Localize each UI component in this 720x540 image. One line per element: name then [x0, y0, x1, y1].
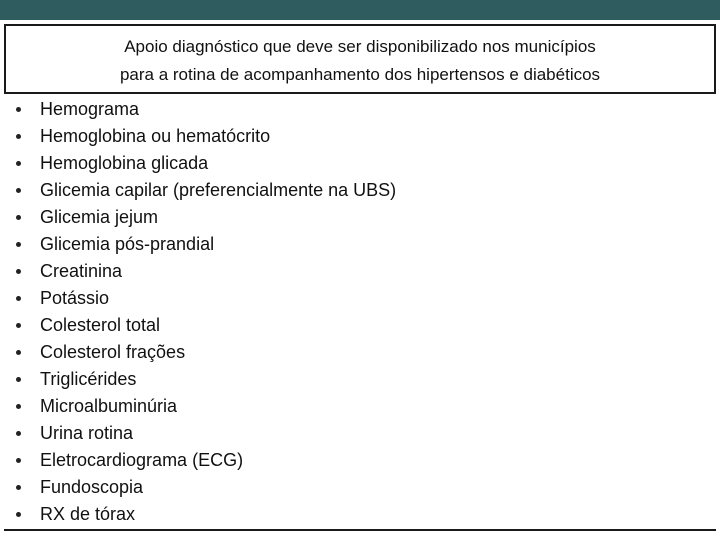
list-item-label: Creatinina	[40, 261, 123, 281]
list-item	[16, 96, 706, 123]
list-item-label: Triglicérides	[40, 369, 137, 389]
bullet-icon	[16, 431, 21, 436]
bullet-icon	[16, 242, 21, 247]
list-item-label: Eletrocardiograma (ECG)	[40, 450, 244, 470]
list-item-label: Hemoglobina ou hematócrito	[40, 126, 271, 146]
list-item-label: Fundoscopia	[40, 477, 144, 497]
bullet-icon	[16, 134, 21, 139]
list-item	[16, 339, 706, 366]
bullet-icon	[16, 512, 21, 517]
bullet-icon	[16, 161, 21, 166]
list-item-label: Colesterol frações	[40, 342, 186, 362]
list-item-label: Colesterol total	[40, 315, 161, 335]
list-item-label: RX de tórax	[40, 504, 136, 524]
title-line-2: para a rotina de acompanhamento dos hipertensos e diabéticos	[119, 65, 601, 84]
list-item-label: Glicemia pós-prandial	[40, 234, 215, 254]
list-item	[16, 447, 706, 474]
bullet-icon	[16, 188, 21, 193]
list-item	[16, 123, 706, 150]
title-line-1: Apoio diagnóstico que deve ser disponibilizado nos municípios	[124, 37, 596, 56]
list-item	[16, 204, 706, 231]
list-item-label: Glicemia jejum	[40, 207, 159, 227]
list-item-label: Potássio	[40, 288, 110, 308]
exam-list	[16, 96, 706, 528]
list-item	[16, 366, 706, 393]
list-item-label: Microalbuminúria	[40, 396, 178, 416]
list-item	[16, 312, 706, 339]
list-item	[16, 285, 706, 312]
list-item	[16, 501, 706, 528]
bullet-icon	[16, 350, 21, 355]
bullet-icon	[16, 269, 21, 274]
bullet-icon	[16, 377, 21, 382]
list-item-label: Urina rotina	[40, 423, 134, 443]
list-item	[16, 474, 706, 501]
bullet-icon	[16, 404, 21, 409]
top-banner	[0, 0, 720, 20]
bottom-divider	[4, 529, 716, 531]
bullet-icon	[16, 323, 21, 328]
title-box	[4, 24, 716, 94]
list-item-label: Hemograma	[40, 99, 140, 119]
bullet-icon	[16, 107, 21, 112]
list-item	[16, 177, 706, 204]
bullet-icon	[16, 296, 21, 301]
list-item	[16, 258, 706, 285]
list-item	[16, 231, 706, 258]
list-item-label: Hemoglobina glicada	[40, 153, 209, 173]
list-item-label: Glicemia capilar (preferencialmente na UBS)	[40, 180, 397, 200]
bullet-icon	[16, 215, 21, 220]
bullet-icon	[16, 458, 21, 463]
list-item	[16, 393, 706, 420]
list-item	[16, 150, 706, 177]
list-item	[16, 420, 706, 447]
bullet-icon	[16, 485, 21, 490]
